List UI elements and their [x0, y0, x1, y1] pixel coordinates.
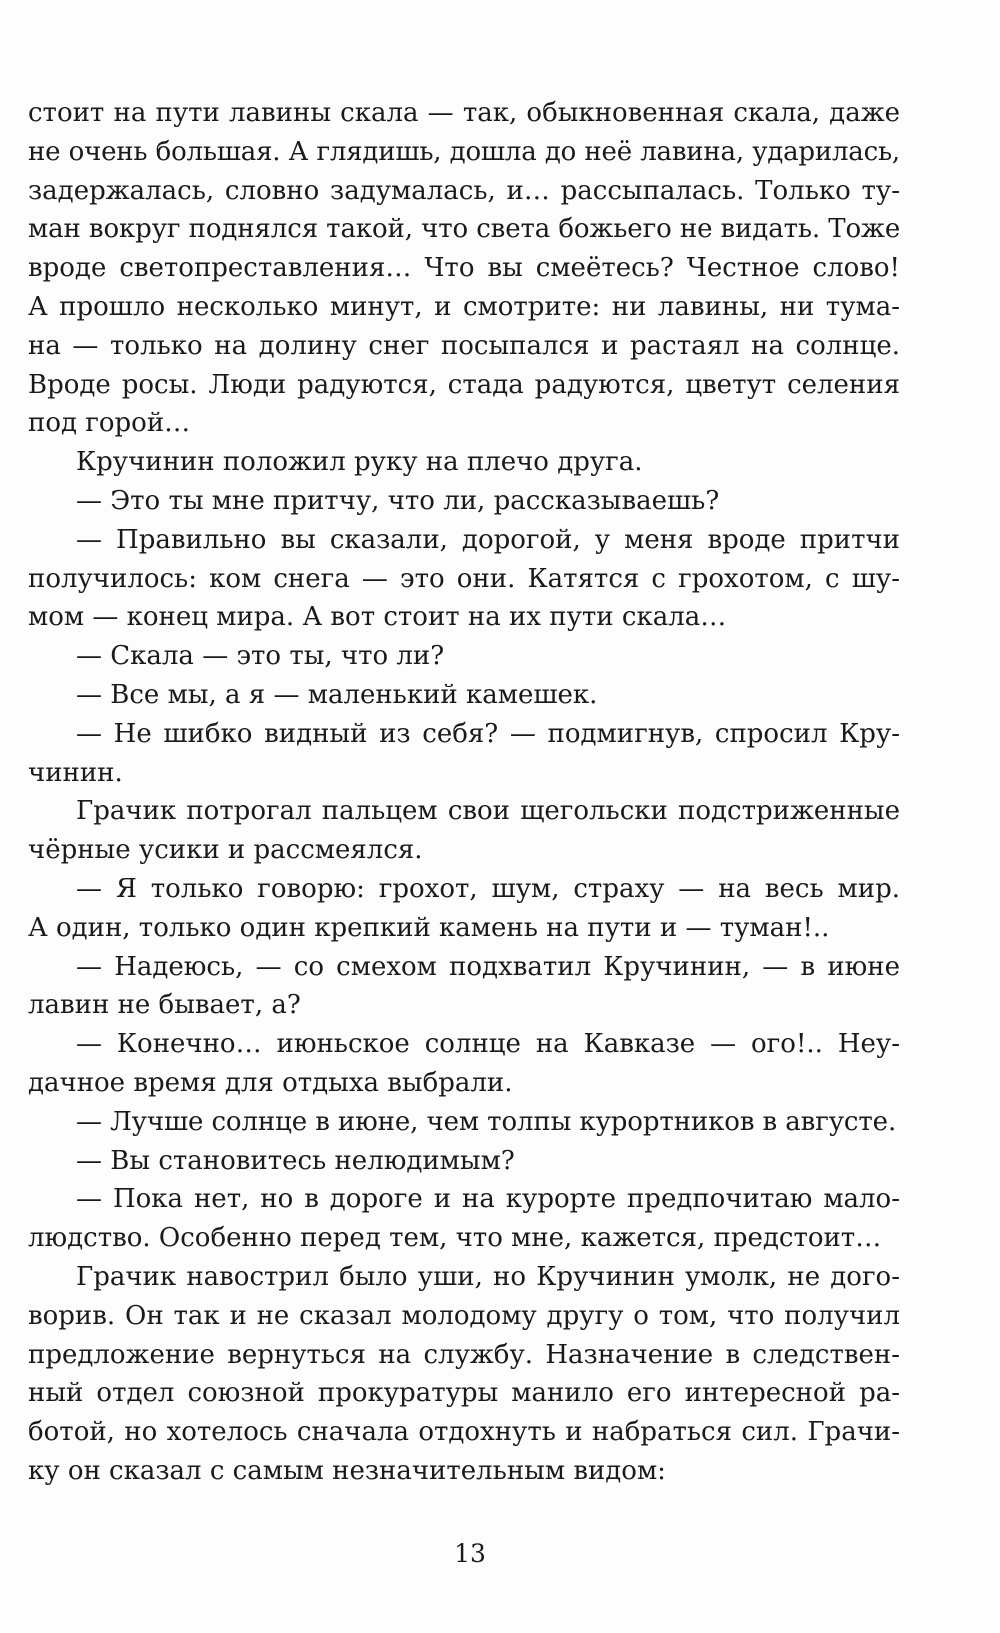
text-line: ворив. Он так и не сказал молодому другу о том, что получил [28, 1300, 900, 1331]
text-line: — Вы становитесь нелюдимым? [76, 1145, 515, 1176]
text-line: вроде светопреставления… Что вы смеётесь? Честное слово! [28, 253, 900, 284]
text-line: — Надеюсь, — со смехом подхватил Кручинин, — в июне [76, 951, 900, 982]
text-line: А прошло несколько минут, и смотрите: ни лавины, ни тума- [28, 291, 900, 322]
text-line: дачное время для отдыха выбрали. [28, 1067, 513, 1098]
text-line: стоит на пути лавины скала — так, обыкновенная скала, даже [28, 98, 900, 128]
text-line: людство. Особенно перед тем, что мне, кажется, предстоит… [28, 1223, 882, 1254]
body-text [28, 94, 900, 1491]
text-line: — Все мы, а я — маленький камешек. [76, 679, 598, 710]
text-line: — Правильно вы сказали, дорогой, у меня вроде притчи [76, 524, 900, 555]
text-line: под горой… [28, 408, 191, 439]
text-line: мом — конец мира. А вот стоит на их пути скала… [28, 602, 727, 633]
text-line: получилось: ком снега — это они. Катятся с грохотом, с шу- [28, 563, 900, 594]
text-line: — Пока нет, но в дороге и на курорте предпочитаю мало- [76, 1184, 900, 1215]
text-line: Грачик потрогал пальцем свои щегольски подстриженные [76, 796, 900, 827]
text-line: — Скала — это ты, что ли? [76, 641, 445, 672]
text-line: ку он сказал с самым незначительным видом: [28, 1455, 666, 1486]
text-line: — Это ты мне притчу, что ли, рассказываешь? [76, 485, 720, 516]
text-line: А один, только один крепкий камень на пути и — туман!.. [28, 912, 830, 943]
text-line: — Конечно… июньское солнце на Кавказе — ого!.. Неу- [76, 1029, 900, 1060]
text-line: на — только на долину снег посыпался и растаял на солнце. [28, 330, 900, 361]
text-line: предложение вернуться на службу. Назначение в следствен- [28, 1339, 900, 1370]
text-line: ман вокруг поднялся такой, что света божьего не видать. Тоже [28, 214, 900, 245]
text-line: — Не шибко видный из себя? — подмигнув, спросил Кру- [76, 718, 900, 749]
text-line: Вроде росы. Люди радуются, стада радуются, цветут селения [28, 369, 900, 400]
text-line: лавин не бывает, а? [28, 990, 301, 1021]
text-line: чинин. [28, 757, 123, 788]
text-line: — Лучше солнце в июне, чем толпы курортников в августе. [76, 1106, 897, 1137]
text-line: задержалась, словно задумалась, и… рассыпалась. Только ту- [28, 175, 900, 206]
text-line: Грачик навострил было уши, но Кручинин умолк, не дого- [76, 1261, 900, 1292]
page-number: 13 [454, 1539, 486, 1568]
text-line: ботой, но хотелось сначала отдохнуть и набраться сил. Грачи- [28, 1417, 900, 1448]
text-line: ный отдел союзной прокуратуры манило его интересной ра- [28, 1378, 900, 1409]
text-line: чёрные усики и рассмеялся. [28, 835, 423, 866]
text-line: Кручинин положил руку на плечо друга. [76, 447, 643, 478]
text-line: не очень большая. А глядишь, дошла до неё лавина, ударилась, [28, 136, 900, 167]
text-line: — Я только говорю: грохот, шум, страху — на весь мир. [76, 873, 900, 904]
